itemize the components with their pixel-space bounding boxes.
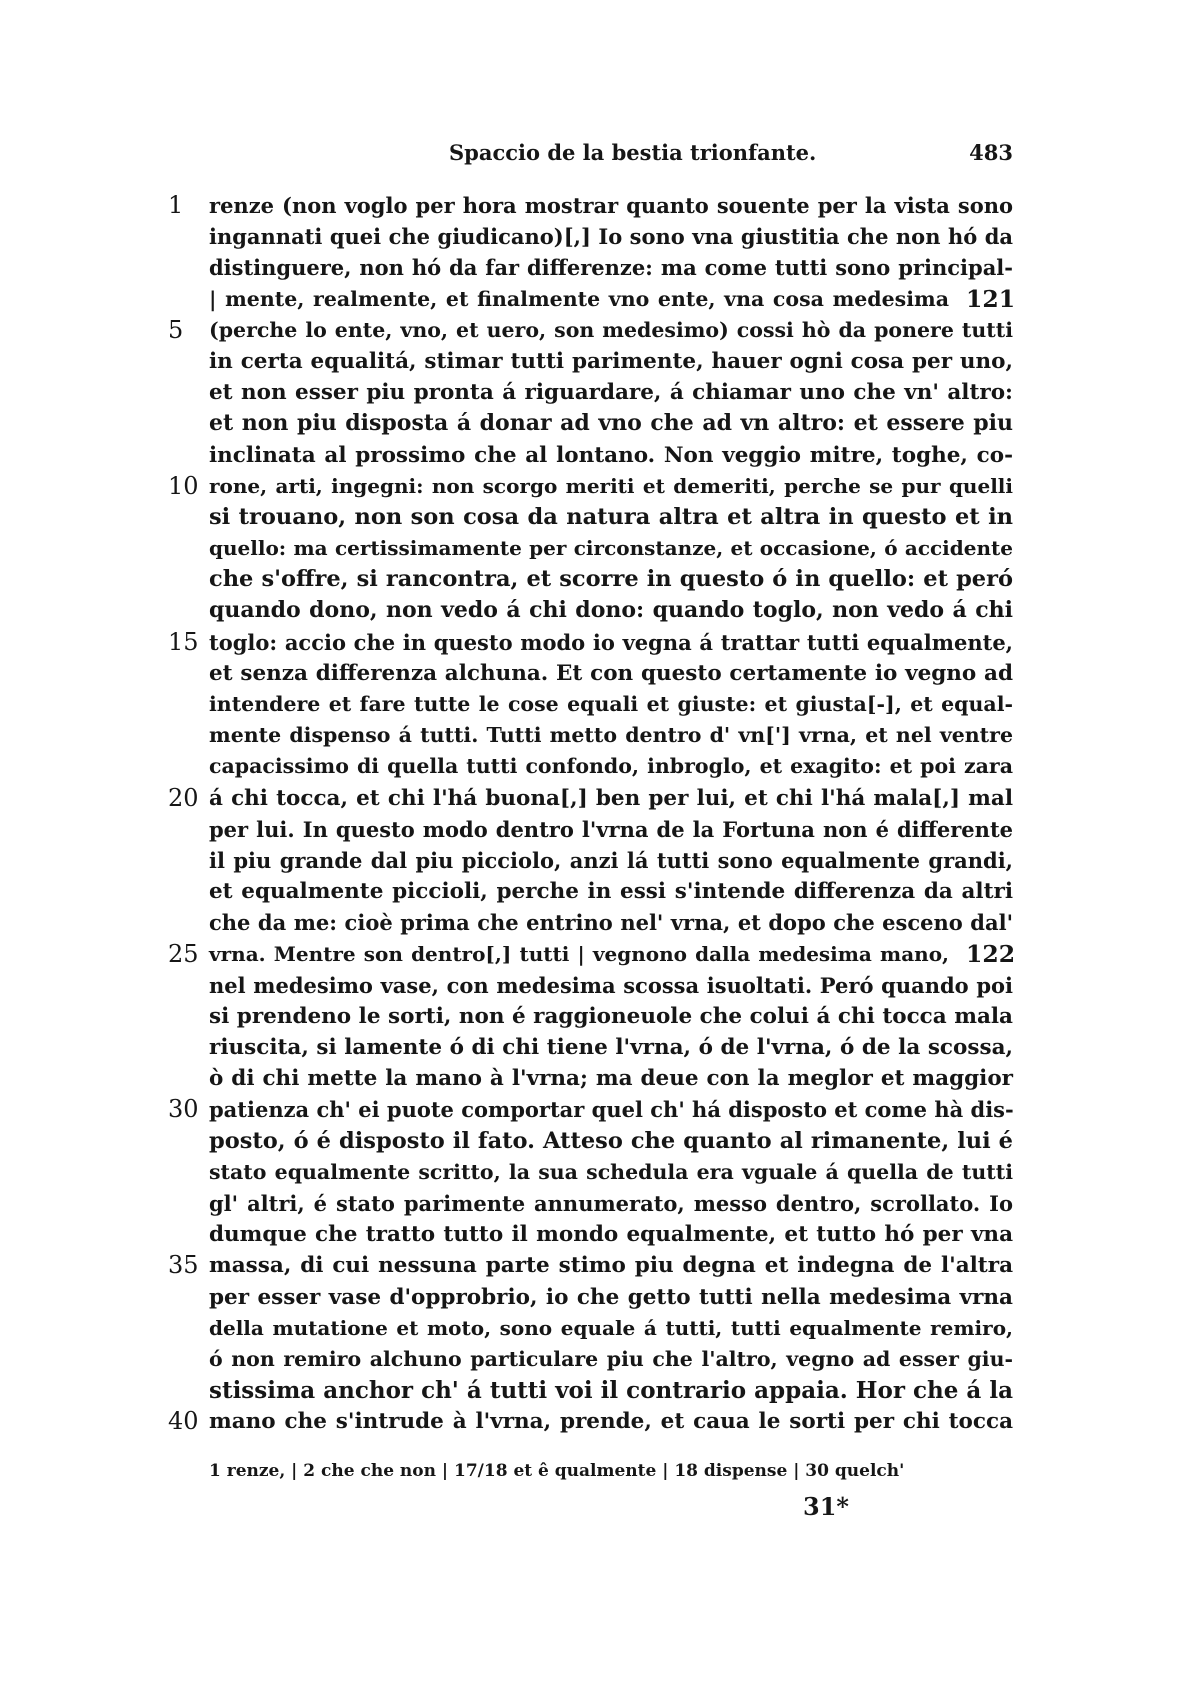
text-line xyxy=(0,440,1193,471)
line-text: renze (non voglo per hora mostrar quanto souente per la vista sono xyxy=(209,193,1013,218)
text-line xyxy=(0,346,1193,377)
line-text: che da me: cioè prima che entrino nel' vrna, et dopo che esceno dal' xyxy=(209,910,1013,936)
line-text: toglo: accio che in questo modo io vegna á trattar tutti equalmente, xyxy=(209,629,1013,655)
line-number: 15 xyxy=(168,627,199,656)
line-text: il piu grande dal piu picciolo, anzi lá tutti sono equalmente grandi, xyxy=(209,847,1013,873)
text-line xyxy=(0,252,1193,283)
line-number: 30 xyxy=(168,1095,199,1124)
text-line xyxy=(0,1250,1193,1281)
text-line xyxy=(0,1188,1193,1219)
text-line xyxy=(0,1063,1193,1094)
line-text: in certa equalitá, stimar tutti parimente, hauer ogni cosa per uno, xyxy=(209,348,1013,374)
line-text: mente dispenso á tutti. Tutti metto dentro d' vn['] vrna, et nel ventre xyxy=(209,723,1013,748)
text-line xyxy=(0,1157,1193,1188)
line-text: vrna. Mentre son dentro[,] tutti | vegnono dalla medesima mano, xyxy=(209,941,949,966)
text-line xyxy=(0,1219,1193,1250)
line-text: gl' altri, é stato parimente annumerato, messo dentro, scrollato. Io xyxy=(209,1191,1013,1216)
line-text: ingannati quei che giudicano)[,] Io sono vna giustitia che non hó da xyxy=(209,224,1013,250)
text-line xyxy=(0,627,1193,658)
line-text: che s'offre, si rancontra, et scorre in questo ó in quello: et peró xyxy=(209,566,1013,593)
line-text: quando dono, non vedo á chi dono: quando toglo, non vedo á chi xyxy=(209,597,1013,624)
text-line xyxy=(0,190,1193,221)
line-text: massa, di cui nessuna parte stimo piu degna et indegna de l'altra xyxy=(209,1253,1013,1279)
line-text: ò di chi mette la mano à l'vrna; ma deue con la meglor et maggior xyxy=(209,1066,1013,1092)
line-text: si trouano, non son cosa da natura altra et altra in questo et in xyxy=(209,503,1013,530)
running-header xyxy=(209,140,1013,170)
text-line xyxy=(0,1375,1193,1406)
text-line xyxy=(0,1313,1193,1344)
text-line xyxy=(0,1032,1193,1063)
line-text: per esser vase d'opprobrio, io che getto tutti nella medesima vrna xyxy=(209,1284,1013,1310)
line-text: inclinata al prossimo che al lontano. Non veggio mitre, toghe, co- xyxy=(209,442,1013,468)
text-line xyxy=(0,1126,1193,1157)
text-line xyxy=(0,689,1193,720)
line-text: | mente, realmente, et finalmente vno ente, vna cosa medesima xyxy=(209,286,949,311)
text-line xyxy=(0,564,1193,595)
text-line xyxy=(0,876,1193,907)
line-number: 40 xyxy=(168,1407,199,1436)
line-text: stissima anchor ch' á tutti voi il contrario appaia. Hor che á la xyxy=(209,1377,1013,1405)
line-text: nel medesimo vase, con medesima scossa isuoltati. Peró quando poi xyxy=(209,972,1013,998)
margin-page-ref: 122 xyxy=(966,939,1016,968)
line-text: et non esser piu pronta á riguardare, á chiamar uno che vn' altro: xyxy=(209,380,1013,406)
line-text: ó non remiro alchuno particulare piu che l'altro, vegno ad esser giu- xyxy=(209,1346,1013,1371)
text-line xyxy=(0,1344,1193,1375)
line-number: 5 xyxy=(168,315,184,344)
text-line xyxy=(0,377,1193,408)
text-line xyxy=(0,595,1193,626)
line-number: 1 xyxy=(168,191,184,219)
signature-mark: 31* xyxy=(803,1492,849,1521)
line-text: distinguere, non hó da far differenze: ma come tutti sono principal- xyxy=(209,255,1013,281)
text-line xyxy=(0,221,1193,252)
line-text: intendere et fare tutte le cose equali et giuste: et giusta[-], et equal- xyxy=(209,692,1013,716)
line-text: riuscita, si lamente ó di chi tiene l'vrna, ó de l'vrna, ó de la scossa, xyxy=(209,1035,1013,1061)
line-text: stato equalmente scritto, la sua schedula era vguale á quella de tutti xyxy=(209,1159,1013,1184)
line-text: á chi tocca, et chi l'há buona[,] ben per lui, et chi l'há mala[,] mal xyxy=(209,785,1013,811)
text-line xyxy=(0,907,1193,938)
text-line xyxy=(0,720,1193,751)
line-text: et senza differenza alchuna. Et con questo certamente io vegno ad xyxy=(209,660,1013,686)
running-title: Spaccio de la bestia trionfante. xyxy=(449,140,817,165)
line-text: capacissimo di quella tutti confondo, inbroglo, et exagito: et poi zara xyxy=(209,754,1013,779)
line-text: patienza ch' ei puote comportar quel ch' há disposto et come hà dis- xyxy=(209,1097,1014,1123)
text-line xyxy=(0,1001,1193,1032)
text-line xyxy=(0,751,1193,782)
text-line xyxy=(0,814,1193,845)
text-line xyxy=(0,658,1193,689)
line-text: quello: ma certissimamente per circonstanze, et occasione, ó accidente xyxy=(209,536,1013,561)
line-text: mano che s'intrude à l'vrna, prende, et caua le sorti per chi tocca xyxy=(209,1409,1013,1435)
line-text: si prendeno le sorti, non é raggioneuole che colui á chi tocca mala xyxy=(209,1003,1013,1029)
line-number: 20 xyxy=(168,783,199,812)
line-number: 25 xyxy=(168,939,199,968)
text-line xyxy=(0,471,1193,502)
page-number: 483 xyxy=(969,140,1013,165)
line-text: et equalmente piccioli, perche in essi s'intende differenza da altri xyxy=(209,879,1013,905)
text-line xyxy=(0,845,1193,876)
text-body xyxy=(0,190,1193,1438)
text-line xyxy=(0,1282,1193,1313)
line-text: della mutatione et moto, sono equale á tutti, tutti equalmente remiro, xyxy=(209,1315,1013,1340)
text-line xyxy=(0,1094,1193,1125)
text-line xyxy=(0,939,1193,970)
line-text: per lui. In questo modo dentro l'vrna de la Fortuna non é differente xyxy=(209,816,1013,842)
text-line xyxy=(0,1406,1193,1437)
line-number: 10 xyxy=(168,471,199,500)
line-number: 35 xyxy=(168,1251,199,1280)
text-line xyxy=(0,502,1193,533)
text-line xyxy=(0,284,1193,315)
text-line xyxy=(0,533,1193,564)
line-text: (perche lo ente, vno, et uero, son medesimo) cossi hò da ponere tutti xyxy=(209,317,1013,342)
line-text: dumque che tratto tutto il mondo equalmente, et tutto hó per vna xyxy=(209,1222,1013,1248)
line-text: posto, ó é disposto il fato. Atteso che quanto al rimanente, lui é xyxy=(209,1127,1013,1154)
line-text: et non piu disposta á donar ad vno che ad vn altro: et essere piu xyxy=(209,410,1013,437)
margin-page-ref: 121 xyxy=(966,284,1016,313)
text-line xyxy=(0,970,1193,1001)
line-text: rone, arti, ingegni: non scorgo meriti et demeriti, perche se pur quelli xyxy=(209,473,1013,498)
critical-apparatus: 1 renze, | 2 che che non | 17/18 et ê qualmente | 18 dispense | 30 quelch' xyxy=(209,1461,905,1481)
text-line xyxy=(0,783,1193,814)
text-line xyxy=(0,408,1193,439)
text-line xyxy=(0,315,1193,346)
